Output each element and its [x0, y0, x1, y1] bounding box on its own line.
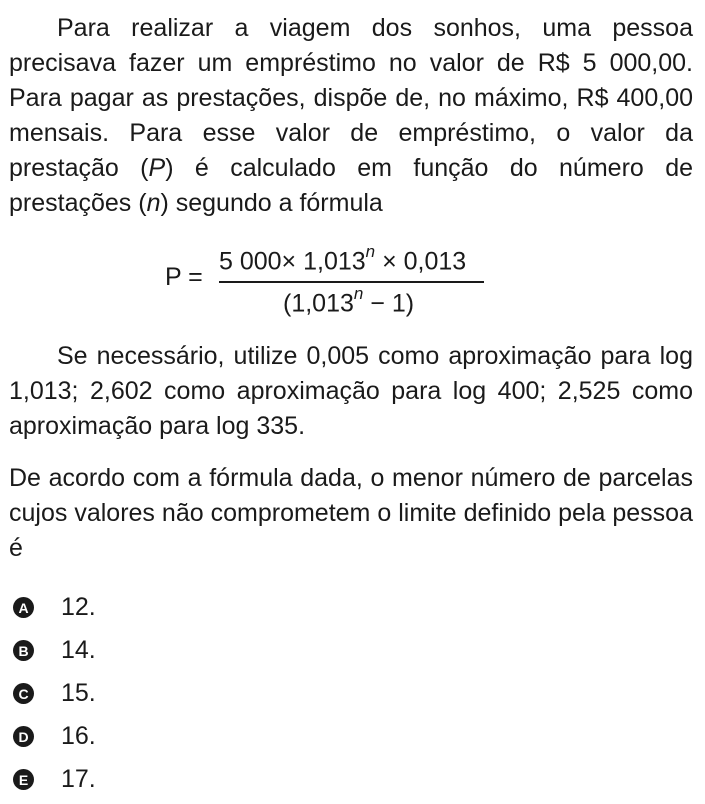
question-prompt: De acordo com a fórmula dada, o menor número de parcelas cujos valores não comprometem o limite definido pela pessoa é — [9, 464, 693, 562]
answer-options — [13, 586, 96, 801]
option-c[interactable] — [13, 672, 96, 715]
variable-p: P — [148, 154, 166, 182]
option-a-text: 12. — [61, 593, 96, 621]
option-e-text: 17. — [61, 765, 96, 793]
intro-text-end: ) segundo a fórmula — [160, 189, 383, 217]
log-hint: Se necessário, utilize 0,005 como aproximação para log 1,013; 2,602 como aproximação para log 400; 2,525 como aproximação para log 335. — [9, 342, 693, 440]
formula-numerator — [219, 242, 467, 276]
numerator-base: 5 000× 1,013 — [219, 247, 366, 276]
option-b-badge-icon: B — [13, 640, 34, 661]
numerator-exponent: n — [365, 242, 376, 261]
formula — [165, 242, 495, 325]
denominator-rest: − 1) — [363, 289, 415, 318]
option-b[interactable] — [13, 629, 96, 672]
intro-text: Para realizar a viagem dos sonhos, uma pessoa precisava fazer um empréstimo no valor de R$ 5 000,00. Para pagar as prestações, dispõe de, no máximo, R$ 400,00 mensais. Para esse valor de empréstimo, o valor da prestação ( — [9, 14, 693, 182]
option-e[interactable] — [13, 758, 96, 801]
denominator-base: (1,013 — [283, 289, 354, 318]
fraction-bar — [219, 281, 484, 283]
question-intro — [9, 11, 693, 221]
formula-denominator — [283, 284, 415, 318]
numerator-factor: × 0,013 — [375, 247, 467, 276]
option-c-text: 15. — [61, 679, 96, 707]
option-a-badge-icon: A — [13, 597, 34, 618]
denominator-exponent: n — [353, 284, 364, 303]
option-a[interactable] — [13, 586, 96, 629]
variable-n: n — [146, 189, 161, 217]
intro-text-cont: ) é calculado em função do número de prestações ( — [9, 154, 693, 217]
formula-lhs: P = — [165, 263, 203, 291]
option-d-text: 16. — [61, 722, 96, 750]
option-b-text: 14. — [61, 636, 96, 664]
option-d[interactable] — [13, 715, 96, 758]
option-e-badge-icon: E — [13, 769, 34, 790]
option-d-badge-icon: D — [13, 726, 34, 747]
option-c-badge-icon: C — [13, 683, 34, 704]
